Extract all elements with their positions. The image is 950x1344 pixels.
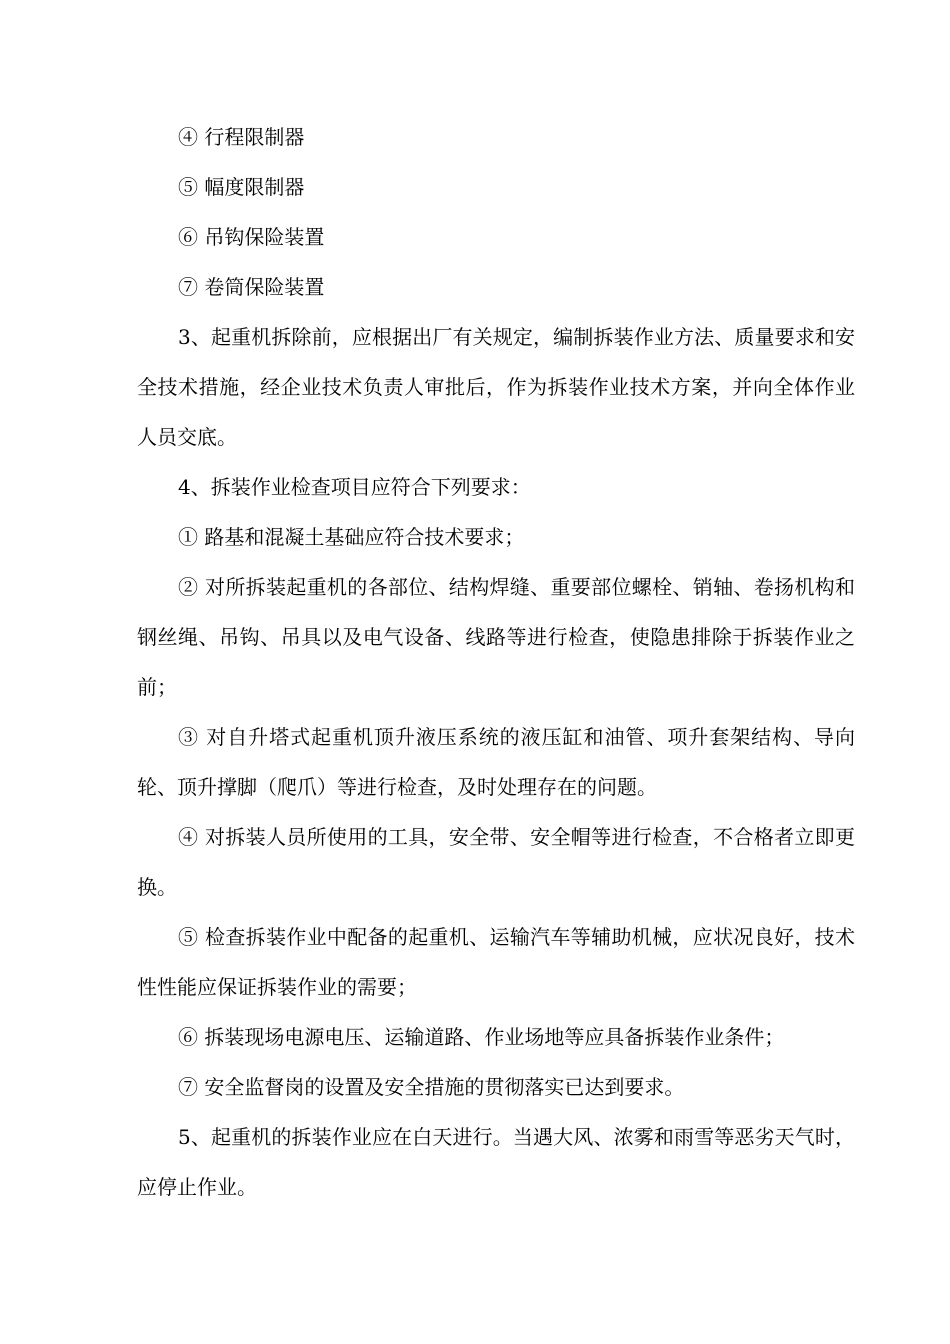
paragraph-3-dismantling-plan: 3、起重机拆除前，应根据出厂有关规定，编制拆装作业方法、质量要求和安全技术措施，经企业技术负责人审批后，作为拆装作业技术方案，并向全体作业人员交底。 bbox=[137, 325, 855, 449]
list-item-travel-limiter: ④ 行程限制器 bbox=[178, 125, 305, 149]
paragraph-4-inspection-requirements: 4、拆装作业检查项目应符合下列要求： bbox=[178, 475, 531, 499]
list-item-auxiliary-machinery: ⑤ 检查拆装作业中配备的起重机、运输汽车等辅助机械，应状况良好，技术性性能应保证拆装作业的需要； bbox=[137, 925, 855, 999]
list-item-component-inspection: ② 对所拆装起重机的各部位、结构焊缝、重要部位螺栓、销轴、卷扬机构和钢丝绳、吊钩、吊具以及电气设备、线路等进行检查，使隐患排除于拆装作业之前； bbox=[137, 575, 855, 699]
list-item-hook-safety-device: ⑥ 吊钩保险装置 bbox=[178, 225, 325, 249]
list-item-tools-inspection: ④ 对拆装人员所使用的工具，安全带、安全帽等进行检查，不合格者立即更换。 bbox=[137, 825, 855, 899]
list-item-site-conditions: ⑥ 拆装现场电源电压、运输道路、作业场地等应具备拆装作业条件； bbox=[178, 1025, 785, 1049]
list-item-foundation: ① 路基和混凝土基础应符合技术要求； bbox=[178, 525, 525, 549]
paragraph-5-daytime-work: 5、起重机的拆装作业应在白天进行。当遇大风、浓雾和雨雪等恶劣天气时，应停止作业。 bbox=[137, 1125, 855, 1199]
list-item-safety-supervision: ⑦ 安全监督岗的设置及安全措施的贯彻落实已达到要求。 bbox=[178, 1075, 685, 1099]
list-item-hydraulic-system: ③ 对自升塔式起重机顶升液压系统的液压缸和油管、项升套架结构、导向轮、顶升撑脚（爬爪）等进行检查，及时处理存在的问题。 bbox=[137, 725, 855, 799]
document-body bbox=[137, 112, 855, 1212]
list-item-drum-safety-device: ⑦ 卷筒保险装置 bbox=[178, 275, 325, 299]
list-item-amplitude-limiter: ⑤ 幅度限制器 bbox=[178, 175, 305, 199]
